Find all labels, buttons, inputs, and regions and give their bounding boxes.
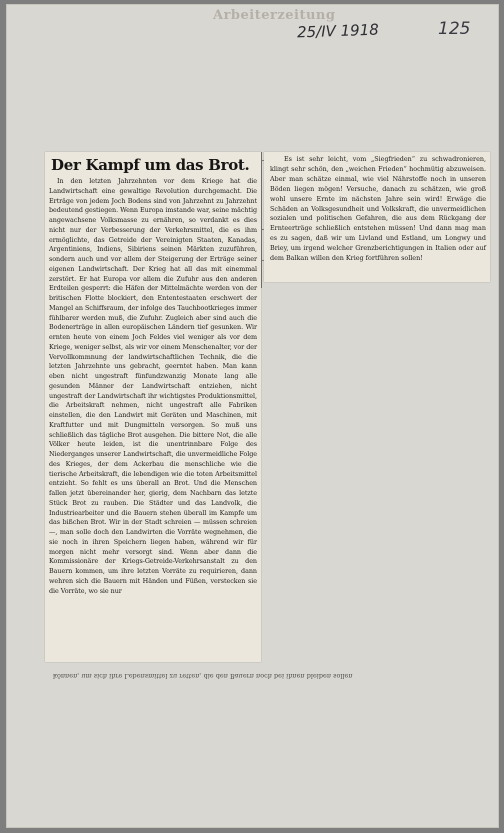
handwritten-archive-number: 125 — [438, 19, 471, 39]
handwritten-date: 25/IV 1918 — [296, 20, 380, 42]
article-headline: Der Kampf um das Brot. — [51, 156, 250, 174]
column-rule — [261, 152, 262, 288]
article-clipping-right — [264, 152, 490, 282]
newspaper-masthead: Arbeiterzeitung — [213, 8, 336, 23]
article-body-left: In den letzten Jahrzehnten vor dem Kriege hat die Landwirtschaft eine gewaltige Revolution durchgemacht. Die Erträge von jedem Joch Bodens sind von Jahrzehnt zu Jahrzehnt bedeutend gestiegen. Wenn Europa imstande war, seine mächtig angewachsene Volksmasse zu ernähren, so verdankt es dies nicht nur der Verbesserung der Verkehrsmittel, die es ihm ermöglichte, das Getreide der Vereinigten Staaten, Kanadas, Argentiniens, Indiens, Sibiriens seinen Märkten zuzuführen, sondern auch und vor allem der Steigerung der Erträge seiner eigenen Landwirtschaft. Der Krieg hat all das mit einemmal zerstört. Er hat Europa vor allem die Zufuhr aus den anderen Erdteilen gesperrt: die Häfen der Mittelmächte werden von der britischen Flotte blockiert, den Ententestaaten erschwert der Mangel an Schiffsraum, der infolge des Tauchbootkrieges immer fühlbarer werden muß, die Zufuhr. Zugleich aber sind auch die Bodenerträge in allen europäischen Ländern tief gesunken. Wir ernten heute von einem Joch Feldes viel weniger als vor dem Kriege, weniger selbst, als wir vor einem Menschenalter, vor der Vervollkommnung der landwirtschaftlichen Technik, die die letzten Jahrzehnte uns gebracht, geerntet haben. Man kann eben nicht ungestraft fünfundzwanzig Monate lang alle gesunden Männer der Landwirtschaft entziehen, nicht ungestraft der Landwirtschaft ihr wichtigstes Produktionsmittel, die Arbeitskraft nehmen, nicht ungestraft alle Fabriken einstellen, die den Landwirt mit Geräten und Maschinen, mit Kraftfutter und mit Dungmitteln versorgen. So muß uns schließlich das tägliche Brot ausgehen. Die bittere Not, die alle Völker heute leiden, ist die unentrinnbare Folge des Niederganges unserer Landwirtschaft, die unvermeidliche Folge des Krieges, der dem Ackerbau die menschliche wie die tierische Arbeitskraft, die lebendigen wie die toten Arbeitsmittel entzieht. So fehlt es uns überall an Brot. Und die Menschen fallen jetzt übereinander her, gierig, dem Nachbarn das letzte Stück Brot zu rauben. Die Städter und das Landvolk, die Industriearbeiter und die Bauern stehen überall im Kampfe um das bißchen Brot. Wir in der Stadt schreien — müssen schreien —, man solle doch den Landwirten die Vorräte wegnehmen, die sie noch in ihren Speichern liegen haben, während wir für morgen nicht mehr versorgt sind. Wenn aber dann die Kommissionäre der Kriegs-Getreide-Verkehrsanstalt zu den Bauern kommen, um ihre letzten Vorräte zu requirieren, dann wehren sich die Bauern mit Händen und Füßen, verstecken sie die Vorräte, wo sie nur — [49, 177, 257, 595]
bleed-through-text: können, um sich ihre Lebensmittel zu retten, die den Bauern noch bei ihnen bleiben sollen — [53, 672, 353, 680]
article-clipping-left — [45, 152, 261, 662]
article-body-right: Es ist sehr leicht, vom „Siegfrieden“ zu schwadronieren, klingt sehr schön, den „weichen Frieden“ hochmütig abzuweisen. Aber man schätze einmal, wie viel Nährstoffe noch in unseren Böden liegen mögen! Versuche, danach zu schätzen, wie groß wohl unsere Ernte im nächsten Jahre sein wird! Erwäge die Schäden an Volksgesundheit und Volkskraft, die unvermeidlichen sozialen und politischen Gefahren, die aus dem Rückgang der Ernteerträge schließlich entstehen müssen! Und dann mag man es zu sagen, daß wir um Livland und Estland, um Longwy und Briey, um irgend welcher Grenzberichtigungen in Italien oder auf dem Balkan willen den Krieg fortführen sollen! — [270, 155, 486, 263]
